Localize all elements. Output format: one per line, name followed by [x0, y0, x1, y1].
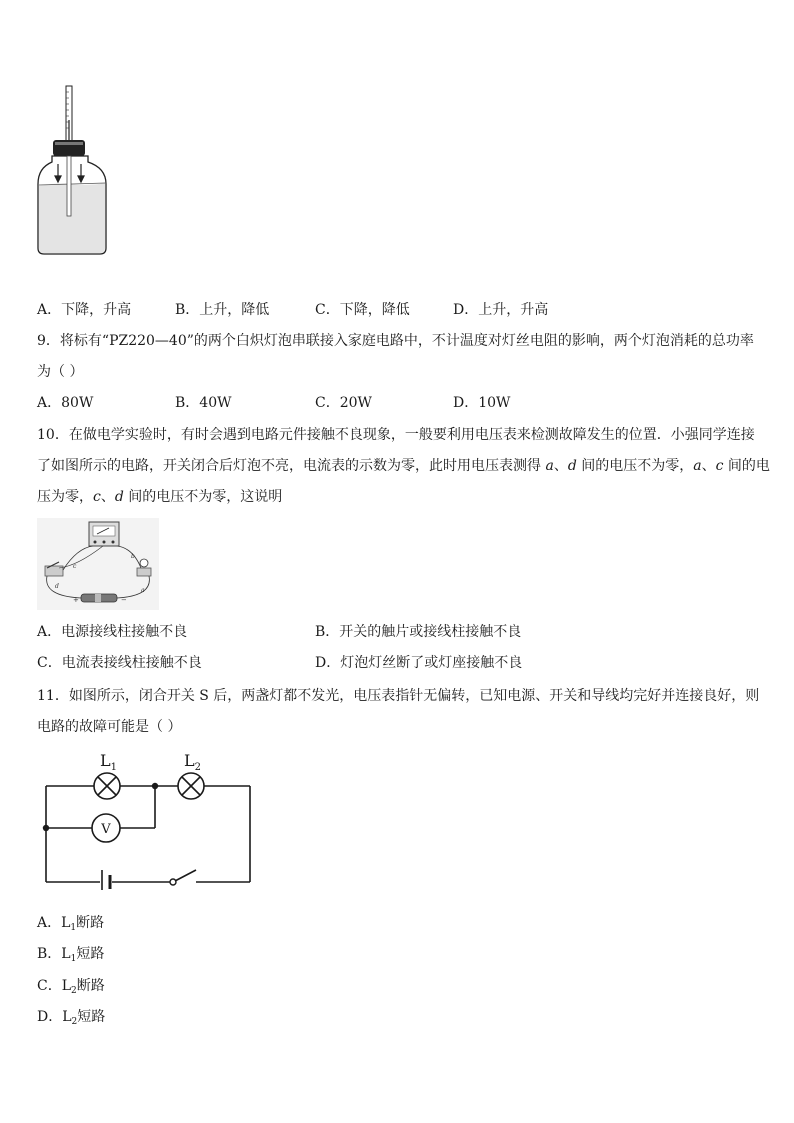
q11-option-b[interactable]: B．$L_1$短路 [37, 946, 105, 964]
q9-option-c[interactable]: C．20W [315, 395, 372, 411]
q10-stem-line2: 了如图所示的电路，开关闭合后灯泡不亮，电流表的示数为零，此时用电压表测得 a、d 间的电压不为零，a、c 间的电 [37, 458, 770, 474]
q9-option-a[interactable]: A．80W [37, 395, 94, 411]
label-b: b [131, 553, 135, 560]
voltmeter [92, 814, 120, 842]
lamp-bulb [140, 559, 148, 567]
lamp-base [137, 568, 151, 576]
q11-option-d[interactable]: D．$L_2$短路 [37, 1009, 106, 1027]
q10-option-c[interactable]: C．电流表接线柱接触不良 [37, 655, 202, 671]
switch-s [170, 870, 196, 885]
q11-option-a[interactable]: A．$L_1$断路 [37, 915, 105, 933]
q11-circuit-diagram [40, 748, 256, 890]
label-plus: + [73, 596, 79, 604]
junction-top [152, 783, 158, 789]
lamp-l2 [178, 773, 204, 799]
q9-stem-line1: 9．将标有“PZ220—40”的两个白炽灯泡串联接入家庭电路中，不计温度对灯丝电阻的影响，两个灯泡消耗的总功率 [37, 333, 754, 349]
q10-stem-line3: 压为零，c、d 间的电压不为零，这说明 [37, 489, 283, 505]
voltmeter-label: V [101, 822, 111, 837]
q10-option-b[interactable]: B．开关的触片或接线柱接触不良 [315, 624, 522, 640]
q11-stem-line1: 11．如图所示，闭合开关 S 后，两盏灯都不发光，电压表指针无偏转，已知电源、开关和导线均完好并连接良好，则 [37, 688, 760, 704]
q8-option-b[interactable]: B．上升，降低 [175, 302, 270, 318]
label-a: a [141, 587, 145, 594]
q10-circuit-photo [37, 518, 159, 610]
label-minus: − [121, 596, 127, 604]
q8-option-a[interactable]: A．下降，升高 [37, 302, 132, 318]
lamp-l1 [94, 773, 120, 799]
q10-option-a[interactable]: A．电源接线柱接触不良 [37, 624, 188, 640]
q11-option-c[interactable]: C．$L_2$断路 [37, 978, 105, 996]
q11-stem-line2: 电路的故障可能是（ ） [37, 719, 182, 735]
q9-option-d[interactable]: D．10W [453, 395, 511, 411]
q8-option-d[interactable]: D．上升，升高 [453, 302, 549, 318]
bottle-thermometer-figure [30, 80, 120, 260]
q9-option-b[interactable]: B．40W [175, 395, 232, 411]
junction-left [43, 825, 49, 831]
label-l2: $L_2$ [184, 751, 201, 773]
q8-option-c[interactable]: C．下降，降低 [315, 302, 410, 318]
label-c: c [73, 563, 77, 570]
label-l1: $L_1$ [100, 751, 117, 773]
label-d: d [55, 583, 59, 590]
q10-stem-line1: 10．在做电学实验时，有时会遇到电路元件接触不良现象，一般要利用电压表来检测故障发生的位置．小强同学连接 [37, 427, 755, 443]
bottle-liquid [39, 183, 105, 253]
q9-stem-line2: 为（ ） [37, 364, 84, 380]
q10-option-d[interactable]: D．灯泡灯丝断了或灯座接触不良 [315, 655, 523, 671]
battery-symbol [102, 870, 110, 890]
